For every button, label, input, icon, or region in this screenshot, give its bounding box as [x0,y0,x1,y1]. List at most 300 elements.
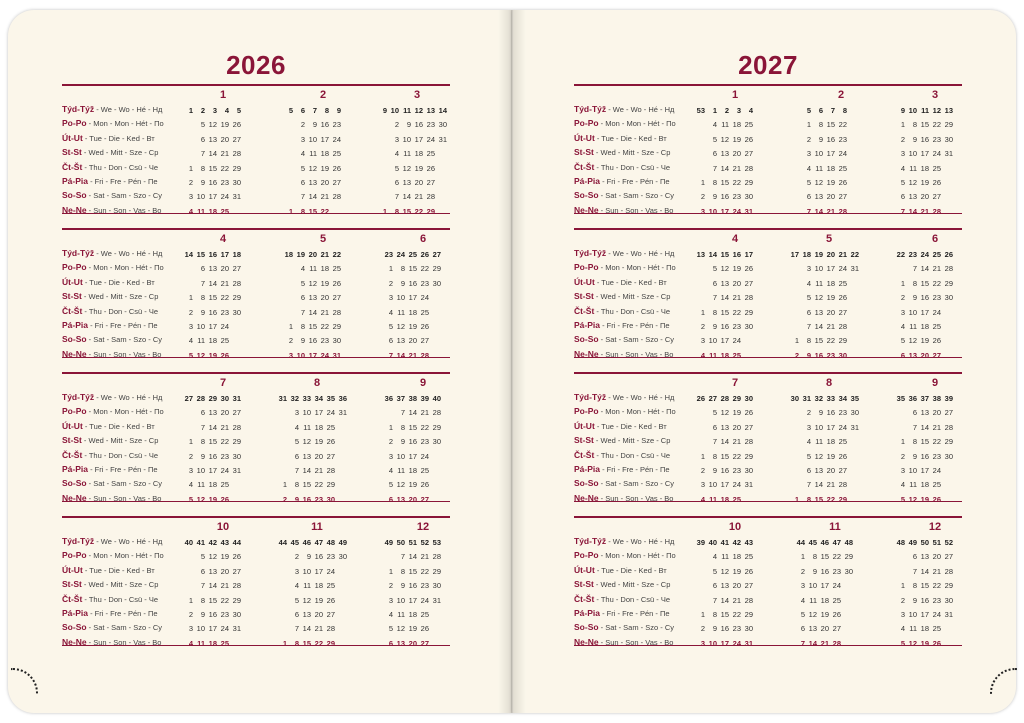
day-number [847,464,859,478]
day-number [281,291,293,305]
week-number: 38 [932,394,941,403]
month-block [181,228,265,363]
week-number: 13 [944,106,953,115]
week-number: 34 [838,394,847,403]
day-number: 19 [408,321,417,331]
day-number: 20 [826,192,835,202]
day-number: 24 [220,465,229,475]
weekday-label-primary: Čt-Št [62,593,83,604]
day-number [941,464,953,478]
day-number [941,162,953,176]
day-number: 19 [732,264,741,274]
weekday-label [574,147,694,161]
day-number: 21 [820,638,829,648]
week-number: 5 [236,106,241,115]
day-number [429,493,441,507]
month-number: 2 [837,89,845,101]
day-number: 22 [832,552,841,562]
weekday-label-primary: Pá-Pia [574,463,600,474]
day-number: 26 [420,480,429,490]
day-row [893,320,977,334]
day-number: 1 [806,120,811,130]
day-number: 10 [708,480,717,490]
week-number: 27 [184,394,193,403]
day-number [281,277,293,291]
day-number: 18 [320,149,329,159]
day-row [381,622,465,636]
week-number: 9 [336,106,341,115]
day-number: 4 [388,307,393,317]
day-number [693,579,705,593]
day-number: 22 [732,307,741,317]
day-number: 1 [700,177,705,187]
weekday-label-translations: - Mon - Mon - Hét - По [86,263,164,273]
quarter-block [574,84,962,214]
week-number: 17 [790,250,799,259]
week-number: 30 [744,394,753,403]
day-row [693,579,777,593]
week-number: 31 [278,394,287,403]
day-number: 2 [188,307,193,317]
day-row [381,464,465,478]
day-row [799,133,883,147]
day-number: 19 [408,624,417,634]
day-number: 11 [909,321,917,331]
sunday-row [893,205,977,219]
day-number: 12 [196,494,205,504]
day-row [275,594,359,608]
day-number: 10 [196,192,205,202]
weekday-label-translations: - Thu - Don - Csü - Че [82,162,159,172]
day-number [281,118,293,132]
day-row [693,262,777,276]
week-number: 46 [820,538,829,547]
day-number: 30 [844,566,853,576]
day-number: 27 [744,278,753,288]
day-number: 31 [744,206,753,216]
day-number: 28 [332,307,341,317]
weekday-label-translations: - Sun - Son - Vas - Во [86,493,162,503]
day-row [893,277,977,291]
day-number: 9 [912,595,917,605]
day-number [435,162,447,176]
day-number: 27 [232,264,241,274]
month-number: 9 [931,377,939,389]
day-number: 9 [712,321,717,331]
day-number: 18 [920,480,929,490]
day-number: 21 [732,595,741,605]
weekday-label-primary: Pá-Pia [62,175,88,186]
weekday-label [62,334,182,348]
day-number: 7 [712,293,717,303]
day-row [281,162,365,176]
day-number: 1 [794,494,799,504]
day-number: 12 [808,609,817,619]
day-number: 29 [844,552,853,562]
day-number: 21 [414,192,423,202]
month-block [893,84,977,219]
week-number: 51 [932,538,941,547]
day-number: 15 [408,566,417,576]
day-number: 26 [220,494,229,504]
day-number [429,464,441,478]
day-number: 31 [338,408,347,418]
day-number: 3 [188,465,193,475]
day-number: 24 [932,465,941,475]
week-number: 9 [900,106,905,115]
day-number: 7 [294,624,299,634]
day-number: 3 [188,321,193,331]
day-number: 10 [302,566,311,576]
day-number: 29 [744,609,753,619]
day-number: 10 [196,465,205,475]
day-row [281,147,365,161]
day-number: 2 [700,624,705,634]
day-number: 28 [944,422,953,432]
week-number: 13 [426,106,435,115]
day-number [847,478,859,492]
day-row [893,608,977,622]
month-block [275,516,359,651]
day-number: 20 [920,192,929,202]
day-number: 24 [220,624,229,634]
day-number: 9 [200,609,205,619]
weekday-label [574,493,694,507]
day-number: 12 [308,278,317,288]
week-number: 44 [232,538,241,547]
weekday-label-translations: - Sun - Son - Vas - Во [598,637,674,647]
day-number: 2 [794,350,799,360]
day-row [693,334,777,348]
week-numbers-row [787,248,871,262]
weekday-label-primary: Čt-Št [574,593,595,604]
day-number: 3 [900,149,905,159]
weekday-label-translations: - Sat - Sam - Szo - Су [598,623,674,633]
month-block [893,228,977,363]
day-row [181,320,265,334]
day-row [793,622,877,636]
week-number: 42 [208,538,217,547]
day-number: 18 [414,149,423,159]
day-number: 21 [920,206,929,216]
day-number: 5 [300,163,305,173]
week-number: 46 [302,538,311,547]
day-number [941,349,953,363]
day-number: 10 [908,307,917,317]
month-number: 7 [219,377,227,389]
month-block [181,84,265,219]
day-number: 7 [300,307,305,317]
day-number: 1 [188,293,193,303]
day-number: 11 [403,149,411,159]
day-number: 25 [420,465,429,475]
day-number: 17 [308,350,317,360]
sunday-row [693,349,777,363]
day-number: 13 [814,307,823,317]
day-number: 5 [200,120,205,130]
day-number: 5 [388,624,393,634]
day-number: 30 [744,192,753,202]
day-number: 6 [806,307,811,317]
day-row [181,147,265,161]
day-number: 23 [732,624,741,634]
day-row [281,291,365,305]
day-number: 9 [712,465,717,475]
day-number: 5 [800,609,805,619]
weekday-label-primary: Týd-Týž [574,536,607,546]
day-number: 14 [920,264,929,274]
weekday-label-primary: So-So [574,622,599,633]
weekday-label-translations: - Thu - Don - Csü - Че [594,594,671,604]
day-number: 29 [232,163,241,173]
month-block [693,516,777,651]
day-row [893,133,977,147]
week-number: 41 [196,538,205,547]
day-number: 19 [220,120,229,130]
weekday-label [62,493,182,507]
weekday-label-translations: - Wed - Mitt - Sze - Ср [81,148,159,158]
day-number: 28 [432,552,441,562]
day-number: 15 [408,422,417,432]
book-gutter [498,10,526,713]
weekday-labels [62,104,182,219]
day-number: 6 [200,134,205,144]
week-number: 43 [744,538,753,547]
day-number: 29 [744,177,753,187]
day-number: 16 [320,120,329,130]
day-number: 21 [932,264,941,274]
day-number: 26 [232,552,241,562]
day-number: 26 [838,451,847,461]
day-number: 5 [388,480,393,490]
day-row [381,334,465,348]
day-number: 31 [232,192,241,202]
day-number: 9 [712,624,717,634]
day-number: 6 [200,264,205,274]
day-number: 20 [408,336,417,346]
day-number: 4 [294,422,299,432]
month-number: 6 [931,233,939,245]
day-number [381,550,393,564]
day-number: 27 [744,149,753,159]
day-number [847,450,859,464]
day-number: 14 [920,566,929,576]
day-number: 18 [208,638,217,648]
day-number: 30 [232,609,241,619]
day-number: 1 [794,336,799,346]
day-number: 27 [420,336,429,346]
day-number: 2 [300,120,305,130]
day-number: 25 [744,552,753,562]
day-row [893,565,977,579]
day-number: 29 [332,321,341,331]
day-number: 31 [232,624,241,634]
day-number: 3 [388,293,393,303]
day-number: 11 [721,552,729,562]
week-number: 18 [284,250,293,259]
day-number: 2 [388,437,393,447]
day-number: 7 [200,422,205,432]
week-number: 16 [208,250,217,259]
day-number: 18 [408,307,417,317]
day-row [693,421,777,435]
weekday-label-translations: - Tue - Die - Ked - Вт [82,565,155,575]
day-number: 14 [208,581,217,591]
day-number: 17 [920,609,929,619]
day-row [281,133,365,147]
day-number: 17 [208,321,217,331]
month-block [787,228,871,363]
day-row [181,133,265,147]
day-number [335,421,347,435]
day-number: 6 [806,465,811,475]
weekday-label [62,565,182,579]
day-number: 20 [408,638,417,648]
weekday-label-primary: Po-Po [62,550,87,561]
weekday-label-translations: - Wed - Mitt - Sze - Ср [81,292,159,302]
sunday-row [181,637,265,651]
weekday-label-primary: St-St [574,579,594,590]
day-number [229,205,241,219]
day-number: 26 [838,293,847,303]
weekday-label-translations: - Wed - Mitt - Sze - Ср [593,580,671,590]
day-number: 25 [838,278,847,288]
day-number: 6 [300,293,305,303]
week-number: 31 [232,394,241,403]
day-number: 29 [944,581,953,591]
day-number: 22 [932,581,941,591]
weekday-label-primary: Týd-Týž [574,104,607,114]
weekday-label-primary: Út-Ut [574,420,595,431]
day-number: 5 [712,264,717,274]
weekday-label-translations: - We - Wo - Hé - Нд [606,105,675,114]
day-row [381,406,465,420]
day-number: 17 [826,149,835,159]
month-number: 4 [731,233,739,245]
day-number [181,262,193,276]
month-block [181,516,265,651]
day-number: 24 [838,149,847,159]
week-number: 8 [842,106,847,115]
weekday-label [62,637,182,651]
day-row [181,291,265,305]
day-number [275,565,287,579]
day-number: 31 [944,149,953,159]
week-number: 41 [720,538,729,547]
day-number: 2 [900,134,905,144]
day-number: 12 [908,494,917,504]
day-number: 26 [744,408,753,418]
day-number [435,176,447,190]
day-number: 10 [814,149,823,159]
week-number: 1 [188,106,193,115]
day-number: 16 [720,321,729,331]
week-number: 26 [420,250,429,259]
day-number: 2 [188,451,193,461]
day-number: 9 [806,350,811,360]
day-number: 15 [408,264,417,274]
day-number: 1 [282,480,287,490]
day-row [893,118,977,132]
day-number: 22 [414,206,423,216]
day-number: 22 [320,321,329,331]
day-number: 20 [320,177,329,187]
day-number [335,608,347,622]
week-number: 43 [220,538,229,547]
day-number: 22 [932,437,941,447]
day-number: 27 [838,465,847,475]
week-number: 11 [403,106,411,115]
day-row [893,262,977,276]
week-number: 14 [438,106,447,115]
day-row [181,306,265,320]
day-number: 20 [732,422,741,432]
week-number: 38 [408,394,417,403]
sunday-row [281,205,365,219]
month-number: 12 [928,521,942,533]
weekday-label-translations: - Wed - Mitt - Sze - Ср [593,436,671,446]
day-number: 15 [308,206,317,216]
week-number: 35 [896,394,905,403]
day-number: 17 [208,624,217,634]
week-numbers-row [693,392,777,406]
week-numbers-row [693,248,777,262]
day-number: 23 [420,581,429,591]
day-number: 4 [300,264,305,274]
day-number: 6 [900,192,905,202]
weekday-labels [62,248,182,363]
day-number: 7 [200,149,205,159]
day-number: 16 [820,566,829,576]
day-number: 8 [806,336,811,346]
day-number: 1 [282,638,287,648]
day-number: 26 [426,163,435,173]
weekday-label-translations: - Sun - Son - Vas - Во [86,637,162,647]
day-number: 29 [744,307,753,317]
quarter-block [62,228,450,358]
day-row [793,608,877,622]
day-number [693,550,705,564]
day-number: 19 [208,350,217,360]
day-number: 22 [732,609,741,619]
day-number: 21 [220,422,229,432]
weekday-label-primary: Po-Po [62,118,87,129]
day-number: 4 [900,163,905,173]
day-number: 3 [294,566,299,576]
day-number: 17 [408,451,417,461]
day-number: 13 [720,581,729,591]
day-number: 28 [832,638,841,648]
day-number [335,478,347,492]
day-number [435,205,447,219]
day-row [381,478,465,492]
day-number: 16 [814,350,823,360]
day-number: 1 [188,163,193,173]
day-number: 31 [944,609,953,619]
day-row [275,450,359,464]
day-number: 10 [708,206,717,216]
day-number: 9 [818,408,823,418]
day-number: 8 [200,293,205,303]
week-number: 3 [736,106,741,115]
weekday-label [62,147,182,161]
day-row [893,579,977,593]
day-number: 16 [920,134,929,144]
day-number: 7 [806,480,811,490]
day-number: 16 [208,307,217,317]
day-number: 26 [420,624,429,634]
weekday-label-primary: So-So [62,622,87,633]
